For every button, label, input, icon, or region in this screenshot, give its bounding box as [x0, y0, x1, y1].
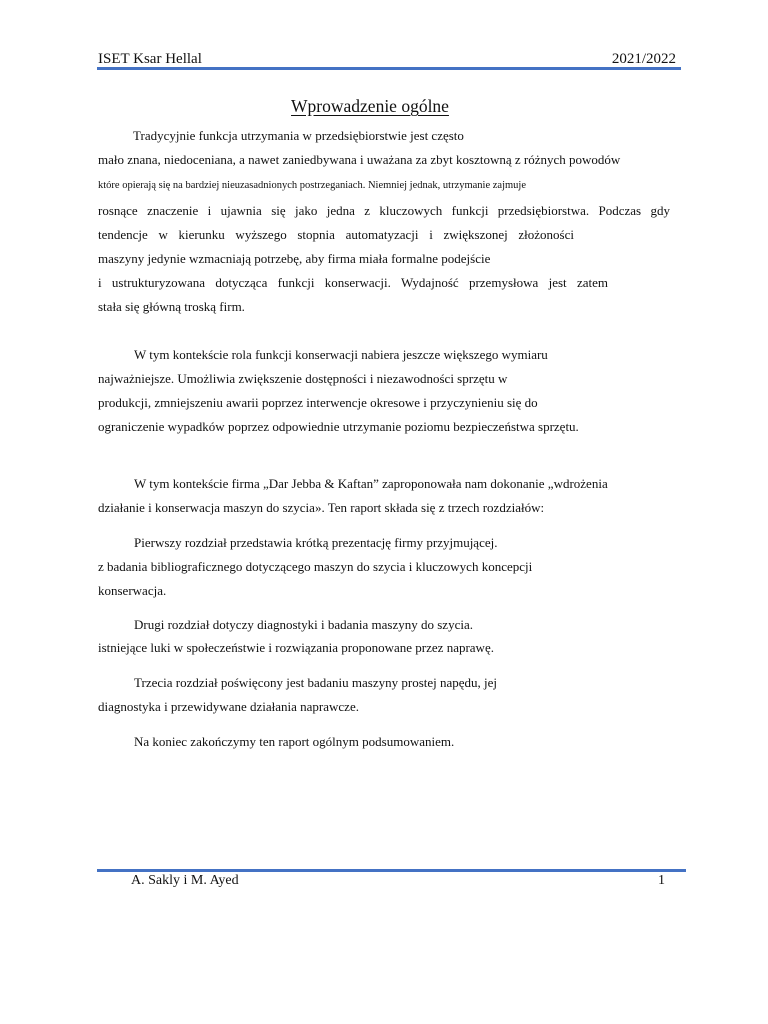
body-line: diagnostyka i przewidywane działania naprawcze. — [98, 699, 359, 714]
header-institution: ISET Ksar Hellal — [98, 51, 202, 67]
header-academic-year: 2021/2022 — [611, 51, 676, 67]
body-line: tendencje w kierunku wyższego stopnia automatyzacji i zwiększonej złożoności — [98, 227, 574, 242]
body-line: najważniejsze. Umożliwia zwiększenie dostępności i niezawodności sprzętu w — [98, 371, 508, 386]
body-line: istniejące luki w społeczeństwie i rozwiązania proponowane przez naprawę. — [98, 640, 494, 655]
header-rule — [97, 67, 681, 70]
body-line: które opierają się na bardziej nieuzasadnionych postrzeganiach. Niemniej jednak, utrzymanie zajmuje — [98, 180, 526, 191]
footer-authors: A. Sakly i M. Ayed — [131, 873, 239, 888]
page-title: Wprowadzenie ogólne — [291, 96, 449, 116]
body-line: maszyny jedynie wzmacniają potrzebę, aby firma miała formalne podejście — [98, 251, 491, 266]
body-line: Trzecia rozdział poświęcony jest badaniu maszyny prostej napędu, jej — [134, 675, 498, 690]
body-line: W tym kontekście rola funkcji konserwacji nabiera jeszcze większego wymiaru — [134, 347, 548, 362]
body-line: stała się główną troską firm. — [98, 299, 245, 314]
body-line: i ustrukturyzowana dotycząca funkcji konserwacji. Wydajność przemysłowa jest zatem — [98, 275, 608, 290]
footer-page-number: 1 — [658, 873, 665, 888]
body-line: mało znana, niedoceniana, a nawet zaniedbywana i uważana za zbyt kosztowną z różnych powodów — [98, 152, 621, 167]
body-line: W tym kontekście firma „Dar Jebba & Kaftan” zaproponowała nam dokonanie „wdrożenia — [134, 476, 608, 491]
body-line: produkcji, zmniejszeniu awarii poprzez interwencje okresowe i przyczynieniu się do — [98, 395, 538, 410]
body-line: rosnące znaczenie i ujawnia się jako jedna z kluczowych funkcji przedsiębiorstwa. Podczas gdy — [98, 203, 670, 218]
body-line: konserwacja. — [98, 583, 167, 598]
body-line: ograniczenie wypadków poprzez odpowiednie utrzymanie poziomu bezpieczeństwa sprzętu. — [98, 419, 579, 434]
body-line: z badania bibliograficznego dotyczącego maszyn do szycia i kluczowych koncepcji — [98, 559, 533, 574]
body-line: Tradycyjnie funkcja utrzymania w przedsiębiorstwie jest często — [133, 128, 464, 143]
body-line: Pierwszy rozdział przedstawia krótką prezentację firmy przyjmującej. — [134, 535, 498, 550]
body-line: Na koniec zakończymy ten raport ogólnym podsumowaniem. — [134, 734, 455, 749]
body-line: Drugi rozdział dotyczy diagnostyki i badania maszyny do szycia. — [134, 617, 473, 632]
body-line: działanie i konserwacja maszyn do szycia». Ten raport składa się z trzech rozdziałów: — [98, 500, 545, 515]
